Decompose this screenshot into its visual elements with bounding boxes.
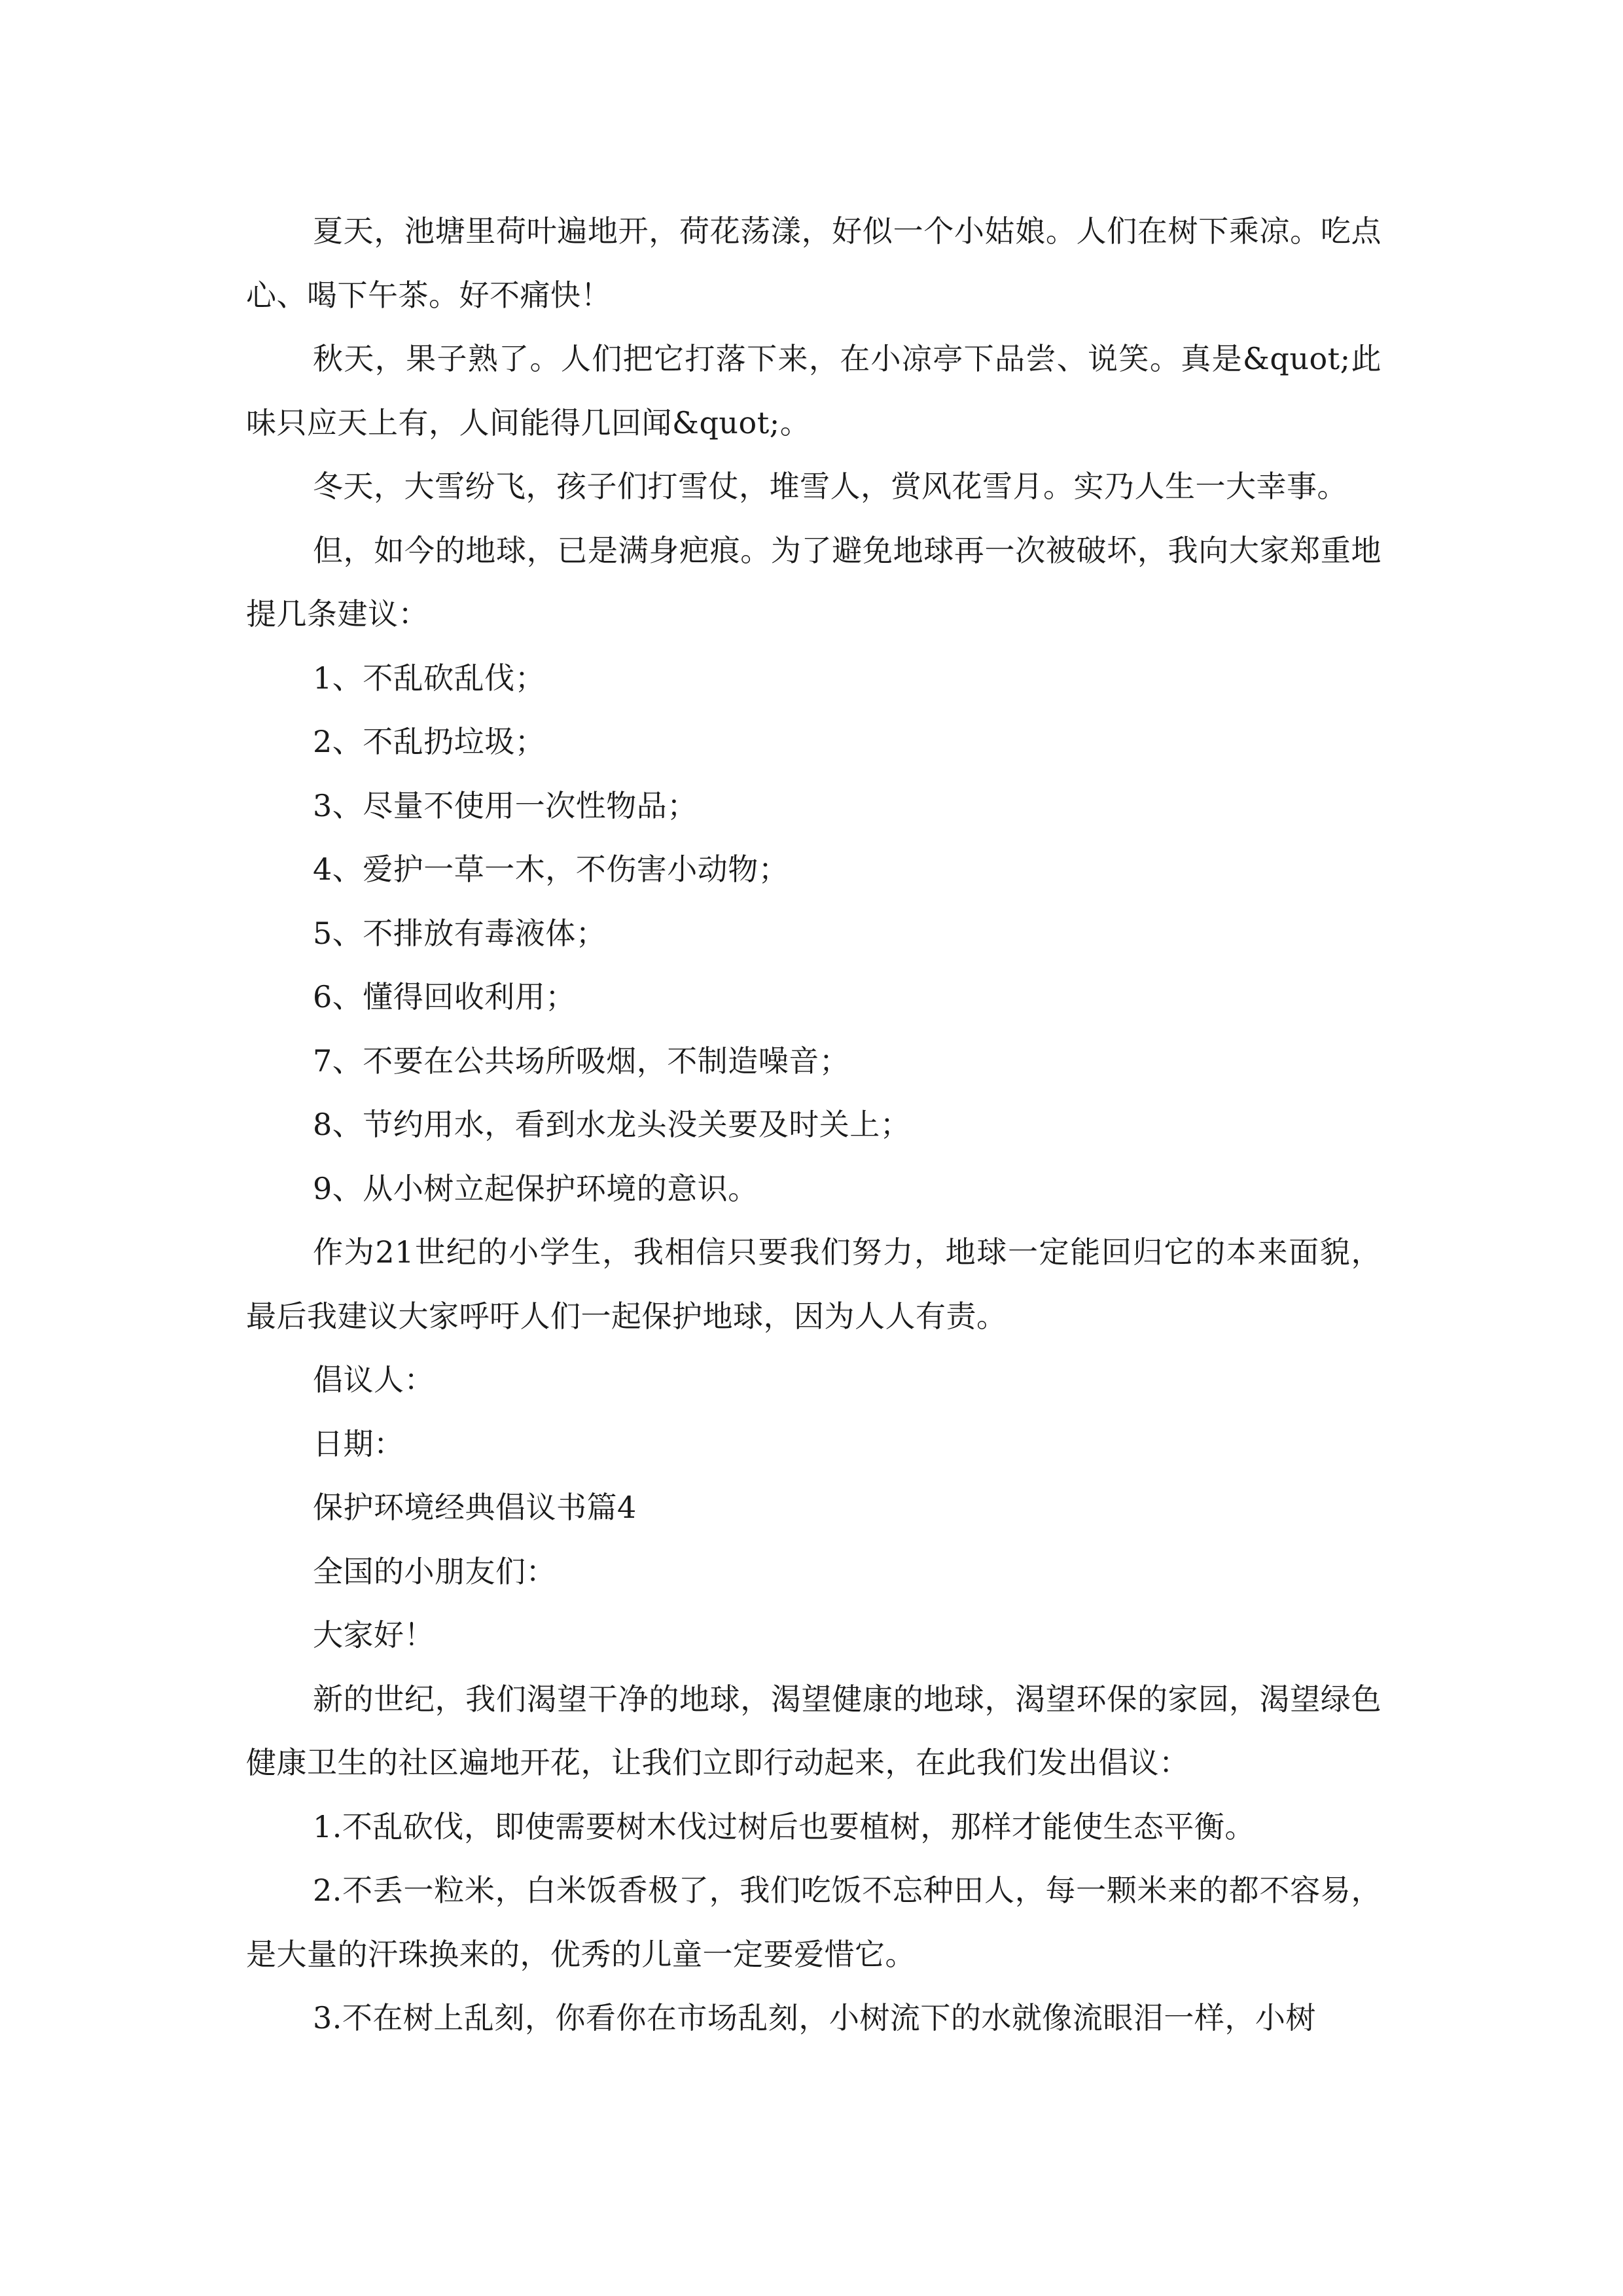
suggestion-item-5: 5、不排放有毒液体； [313,915,607,951]
date-line: 日期： [313,1426,404,1462]
initiator-line: 倡议人： [313,1362,435,1397]
paragraph-new-century: 新的世纪，我们渴望干净的地球，渴望健康的地球，渴望环保的家园，渴望绿色健康卫生的社区遍地开花，让我们立即行动起来，在此我们发出倡议： [246,1681,1382,1780]
paragraph-autumn: 秋天，果子熟了。人们把它打落下来，在小凉亭下品尝、说笑。真是&quot;此味只应天上有，人间能得几回闻&quot;。 [246,341,1382,440]
suggestion-item-3: 3、尽量不使用一次性物品； [313,787,698,823]
greeting: 大家好！ [313,1617,435,1653]
paragraph-conclusion: 作为21世纪的小学生，我相信只要我们努力，地球一定能回归它的本来面貌，最后我建议大家呼吁人们一起保护地球，因为人人有责。 [246,1234,1382,1334]
suggestion-item-8: 8、节约用水，看到水龙头没关要及时关上； [313,1107,911,1142]
proposal-item-1: 1.不乱砍伐，即使需要树木伐过树后也要植树，那样才能使生态平衡。 [313,1808,1255,1844]
paragraph-suggestions-intro: 但，如今的地球，已是满身疤痕。为了避免地球再一次被破坏，我向大家郑重地提几条建议： [246,532,1382,632]
paragraph-winter: 冬天，大雪纷飞，孩子们打雪仗，堆雪人，赏风花雪月。实乃人生一大幸事。 [313,469,1347,504]
document-body [246,200,1382,2051]
proposal-item-3: 3.不在树上乱刻，你看你在市场乱刻，小树流下的水就像流眼泪一样，小树 [313,2000,1316,2036]
suggestion-item-9: 9、从小树立起保护环境的意识。 [313,1170,758,1206]
proposal-item-2: 2.不丢一粒米，白米饭香极了，我们吃饭不忘种田人，每一颗米来的都不容易，是大量的汗珠换来的，优秀的儿童一定要爱惜它。 [246,1873,1382,1972]
suggestion-item-7: 7、不要在公共场所吸烟，不制造噪音； [313,1043,850,1079]
section-title: 保护环境经典倡议书篇4 [313,1490,637,1525]
suggestion-item-6: 6、懂得回收利用； [313,979,576,1014]
salutation: 全国的小朋友们： [313,1553,556,1589]
suggestion-item-1: 1、不乱砍乱伐； [313,660,546,696]
suggestion-item-2: 2、不乱扔垃圾； [313,724,546,759]
paragraph-summer: 夏天，池塘里荷叶遍地开，荷花荡漾，好似一个小姑娘。人们在树下乘凉。吃点心、喝下午茶。好不痛快！ [246,213,1382,313]
suggestion-item-4: 4、爱护一草一木，不伤害小动物； [313,852,789,887]
